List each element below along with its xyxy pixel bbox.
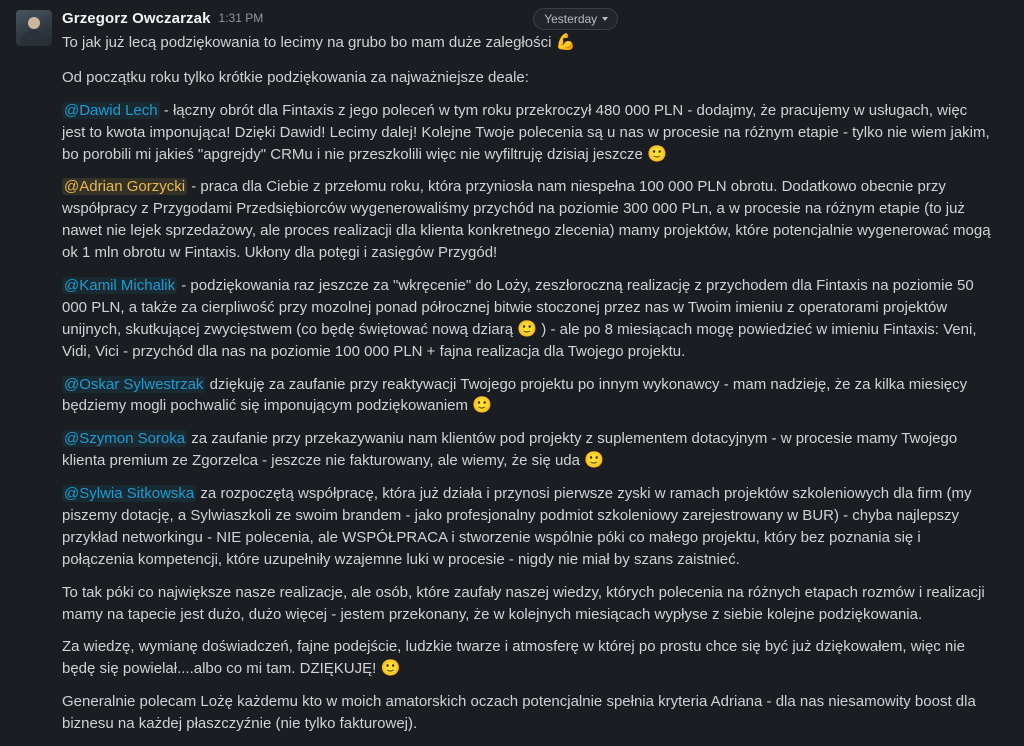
paragraph-kamil-text-after: ) - ale po 8 miesiącach mogę powiedzieć w imieniu Fintaxis: Veni, Vidi, Vici - przychód dla nas na poziomie 100 000 PLN + fajna realizacja dla Twojego projektu. [62,320,977,360]
paragraph-dawid-text: - łączny obrót dla Fintaxis z jego poleceń w tym roku przekroczył 480 000 PLN - dodajmy, że pracujemy w usługach, więc jest to kwota imponująca! Dzięki Dawid! Lecimy dalej! Kolejne Twoje polecenia są u nas w procesie na różnym etapie - tylko nie wiem jakim, bo porobili mi jakieś "apgrejdy" CRMu i nie przeszkolili więc nie wyfiltruję dzisiaj jeszcze [62,101,990,163]
flex-emoji: 💪 [555,34,576,51]
paragraph-closing-3: Generalnie polecam Lożę każdemu kto w moich amatorskich oczach potencjalnie spełnia kryteria Adriana - dla nas niesamowity boost dla biznesu na każdej płaszczyźnie (nie tylko fakturowej). [62,693,976,733]
sender-name[interactable]: Grzegorz Owczarzak [62,10,211,28]
date-divider-chip[interactable] [533,8,618,30]
smile-emoji: 🙂 [517,320,538,338]
paragraph-sylwia-text: za rozpoczętą współpracę, która już działa i przynosi pierwsze zyski w ramach projektów szkoleniowych dla firm (my piszemy dotację, a Sylwiaszkoli ze swoim brandem - jako profesjonalny podmiot szkoleniowy zarejestrowany w BUR) - chyba najlepszy przykład networkingu - NIE polecenia, ale WSPÓŁPRACA i stworzenie wspólnie póki co małego projektu, który bez poznania się i połączenia kompetencji, które uzupełniły wzajemne luki w procesie - nigdy nie miał by szans zaistnieć. [62,485,972,568]
paragraph-closing-2 [62,636,994,680]
paragraph-oskar-text: dziękuję za zaufanie przy reaktywacji Twojego projektu po innym wykonawcy - mam nadzieję, że za kilka miesięcy będziemy mogli pochwalić się imponującym podziękowaniem [62,375,968,415]
smile-emoji: 🙂 [380,660,401,678]
avatar-head [28,17,40,29]
paragraph-szymon [62,428,994,472]
message-content [62,32,1008,735]
date-chip-label: Yesterday [544,12,598,26]
paragraph-closing-2-text: Za wiedzę, wymianę doświadczeń, fajne podejście, ludzkie twarze i atmosferę w której po prostu chce się być już dziękowałem, więc nie będę się powielał....albo co mi tam. DZIĘKUJĘ! [62,638,965,678]
mention-szymon-soroka[interactable]: @Szymon Soroka [64,430,186,448]
smile-emoji: 🙂 [647,145,667,163]
avatar-body [21,30,47,46]
mention-dawid-lech[interactable]: @Dawid Lech [64,101,158,119]
first-line-text: To jak już lecą podziękowania to lecimy na grubo bo mam duże zaległości [62,34,556,51]
message-timestamp[interactable]: 1:31 PM [218,11,264,26]
mention-sylwia-sitkowska[interactable]: @Sylwia Sitkowska [64,485,195,503]
message-header [62,8,1008,30]
message-body [62,8,1008,746]
paragraph-oskar [62,374,994,418]
paragraph-kamil [62,275,994,363]
paragraph-dawid [62,100,994,166]
mention-adrian-gorzycki[interactable]: @Adrian Gorzycki [64,178,186,196]
smile-emoji: 🙂 [584,452,605,470]
paragraph-szymon-text: za zaufanie przy przekazywaniu nam klientów pod projekty z suplementem dotacyjnym - w procesie mamy Twojego klienta premium ze Zgorzelca - jeszcze nie fakturowany, ale wiemy, że się uda [62,430,958,470]
chevron-down-icon [602,17,608,21]
mention-oskar-sylwestrzak[interactable]: @Oskar Sylwestrzak [64,375,204,393]
mention-kamil-michalik[interactable]: @Kamil Michalik [64,277,176,295]
paragraph-adrian-text: - praca dla Ciebie z przełomu roku, która przyniosła nam niespełna 100 000 PLN obrotu. Dodatkowo obecnie przy współpracy z Przygodami Przedsiębiorców wygenerowaliśmy przychód na poziomie 300 000 PLn, a w procesie na różnym etapie (to już nawet nie lejek sprzedażowy, ale proces realizacji dla klienta konkretnego zlecenia) mamy projektów, które potencjalnie wygenerować mogą ok 1 mln obrotu w Fintaxis. Ukłony dla potęgi i zasięgów Przygód! [62,178,991,262]
paragraph-sylwia [62,483,994,571]
paragraph-adrian [62,176,994,264]
paragraph-first-line [62,32,994,54]
avatar[interactable] [16,10,52,46]
paragraph-kamil-text: - podziękowania raz jeszcze za "wkręcenie" do Loży, zeszłoroczną realizację z przychodem dla Fintaxis na poziomie 50 000 PLN, a także za cierpliwość przy mozolnej ponad półrocznej bitwie stoczonej przez nas w Twoim imieniu z operatorami projektów unijnych, skutkującej zwycięstwem (co będę świętować nową dziarą [62,277,974,338]
smile-emoji: 🙂 [472,397,493,415]
paragraph-intro: Od początku roku tylko krótkie podziękowania za najważniejsze deale: [62,68,529,86]
paragraph-closing-1: To tak póki co największe nasze realizacje, ale osób, które zaufały naszej wiedzy, których polecenia na różnych etapach rozmów i realizacji mamy na tapecie jest dużo, dużo więcej - jestem przekonany, że w kolejnych miesiącach wypłyse z siebie kolejne podziękowania. [62,583,985,623]
